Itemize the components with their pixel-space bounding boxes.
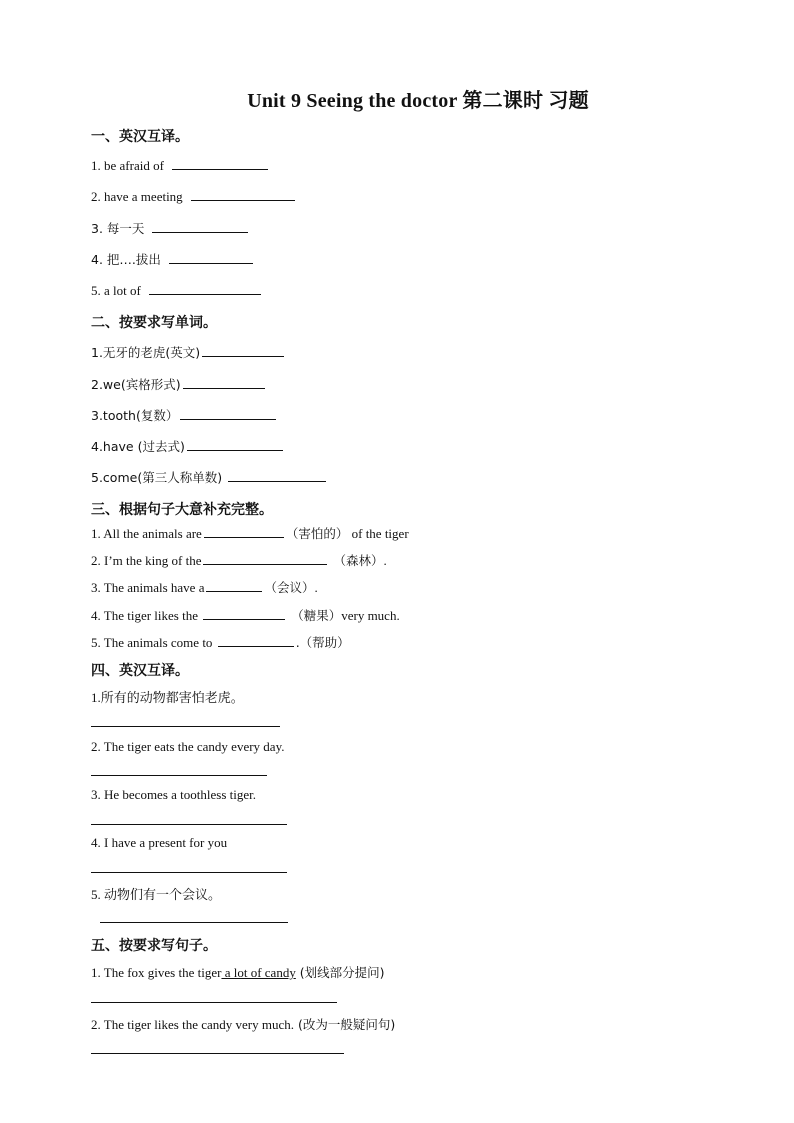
- answer-blank[interactable]: [191, 188, 295, 201]
- answer-blank[interactable]: [203, 607, 285, 620]
- s4-item-4-text: 4. I have a present for you: [91, 835, 228, 850]
- answer-line[interactable]: [100, 922, 288, 923]
- s1-item-1-text: 1. be afraid of: [91, 158, 164, 173]
- s5-item-2-text: 2. The tiger likes the candy very much.: [91, 1017, 295, 1032]
- s5-item-1-underlined: a lot of candy: [221, 965, 296, 980]
- s5-item-2: [91, 1015, 395, 1033]
- answer-blank[interactable]: [187, 438, 283, 451]
- s2-item-1-text: 1.无牙的老虎(英文): [91, 345, 201, 360]
- s2-item-2-text: 2.we(宾格形式): [91, 377, 181, 392]
- s4-item-2-text: 2. The tiger eats the candy every day.: [91, 739, 285, 754]
- s3-item-4-hint: （糖果）: [287, 608, 342, 623]
- s3-item-3: [91, 578, 318, 596]
- s5-item-2-instruction: (改为一般疑问句): [294, 1017, 396, 1032]
- s3-item-3-tail: .: [314, 580, 318, 595]
- section-1-heading: 一、英汉互译。: [91, 129, 189, 145]
- s1-item-4-text: 4. 把….拔出: [91, 252, 161, 267]
- answer-blank[interactable]: [228, 469, 326, 482]
- s3-item-1-hint: （害怕的）: [285, 526, 349, 541]
- answer-line[interactable]: [91, 726, 280, 727]
- answer-blank[interactable]: [206, 579, 262, 592]
- s3-item-2: [91, 551, 387, 569]
- s2-item-3: [91, 406, 278, 424]
- s3-item-4-tail: very much.: [341, 608, 400, 623]
- s3-item-5: [91, 633, 350, 651]
- section-2-heading: 二、按要求写单词。: [91, 315, 217, 331]
- section-3-heading: 三、根据句子大意补充完整。: [91, 502, 273, 518]
- s2-item-2: [91, 375, 267, 393]
- s1-item-2: [91, 188, 297, 205]
- answer-line[interactable]: [91, 775, 267, 776]
- s2-item-4: [91, 437, 285, 455]
- answer-blank[interactable]: [202, 344, 284, 357]
- s1-item-3: [91, 219, 250, 237]
- s3-item-2-hint: （森林）: [329, 553, 384, 568]
- s1-item-5-text: 5. a lot of: [91, 283, 141, 298]
- section-4-heading: 四、英汉互译。: [91, 663, 189, 679]
- answer-line[interactable]: [91, 1053, 344, 1054]
- answer-line[interactable]: [91, 824, 287, 825]
- s1-item-4: [91, 250, 255, 268]
- s5-item-1-instruction: (划线部分提问): [295, 965, 385, 980]
- s3-item-3-text: 3. The animals have a: [91, 580, 205, 595]
- s3-item-5-hint: .（帮助）: [295, 635, 350, 650]
- s3-item-2-tail: .: [383, 553, 387, 568]
- answer-blank[interactable]: [149, 282, 261, 295]
- s4-item-1-text: 1.所有的动物都害怕老虎。: [91, 690, 244, 705]
- s3-item-2-text: 2. I’m the king of the: [91, 553, 202, 568]
- s2-item-5-text: 5.come(第三人称单数): [91, 470, 223, 485]
- s2-item-4-text: 4.have (过去式): [91, 439, 185, 454]
- s2-item-1: [91, 343, 286, 361]
- s3-item-4: [91, 606, 400, 624]
- s3-item-1: [91, 524, 409, 542]
- s1-item-1: [91, 157, 270, 174]
- s5-item-1-text: 1. The fox gives the tiger: [91, 965, 222, 980]
- answer-blank[interactable]: [218, 634, 294, 647]
- answer-blank[interactable]: [180, 407, 276, 420]
- section-5-heading: 五、按要求写句子。: [91, 938, 217, 954]
- page-title: Unit 9 Seeing the doctor 第二课时 习题: [247, 90, 589, 112]
- s3-item-5-text: 5. The animals come to: [91, 635, 216, 650]
- s1-item-3-text: 3. 每一天: [91, 221, 145, 236]
- answer-blank[interactable]: [152, 220, 248, 233]
- s2-item-3-text: 3.tooth(复数）: [91, 408, 179, 423]
- s4-item-5-text: 5. 动物们有一个会议。: [91, 887, 222, 902]
- answer-blank[interactable]: [203, 552, 327, 565]
- s2-item-5: [91, 468, 328, 486]
- s5-item-1: [91, 963, 385, 981]
- answer-blank[interactable]: [169, 251, 253, 264]
- s1-item-2-text: 2. have a meeting: [91, 189, 183, 204]
- s3-item-4-text: 4. The tiger likes the: [91, 608, 202, 623]
- s3-item-3-hint: （会议）: [264, 580, 315, 595]
- s4-item-3-text: 3. He becomes a toothless tiger.: [91, 787, 256, 802]
- answer-blank[interactable]: [172, 157, 268, 170]
- answer-blank[interactable]: [183, 376, 265, 389]
- s3-item-1-tail: of the tiger: [348, 526, 409, 541]
- s1-item-5: [91, 282, 263, 299]
- s3-item-1-text: 1. All the animals are: [91, 526, 202, 541]
- answer-blank[interactable]: [204, 525, 284, 538]
- answer-line[interactable]: [91, 872, 287, 873]
- answer-line[interactable]: [91, 1002, 337, 1003]
